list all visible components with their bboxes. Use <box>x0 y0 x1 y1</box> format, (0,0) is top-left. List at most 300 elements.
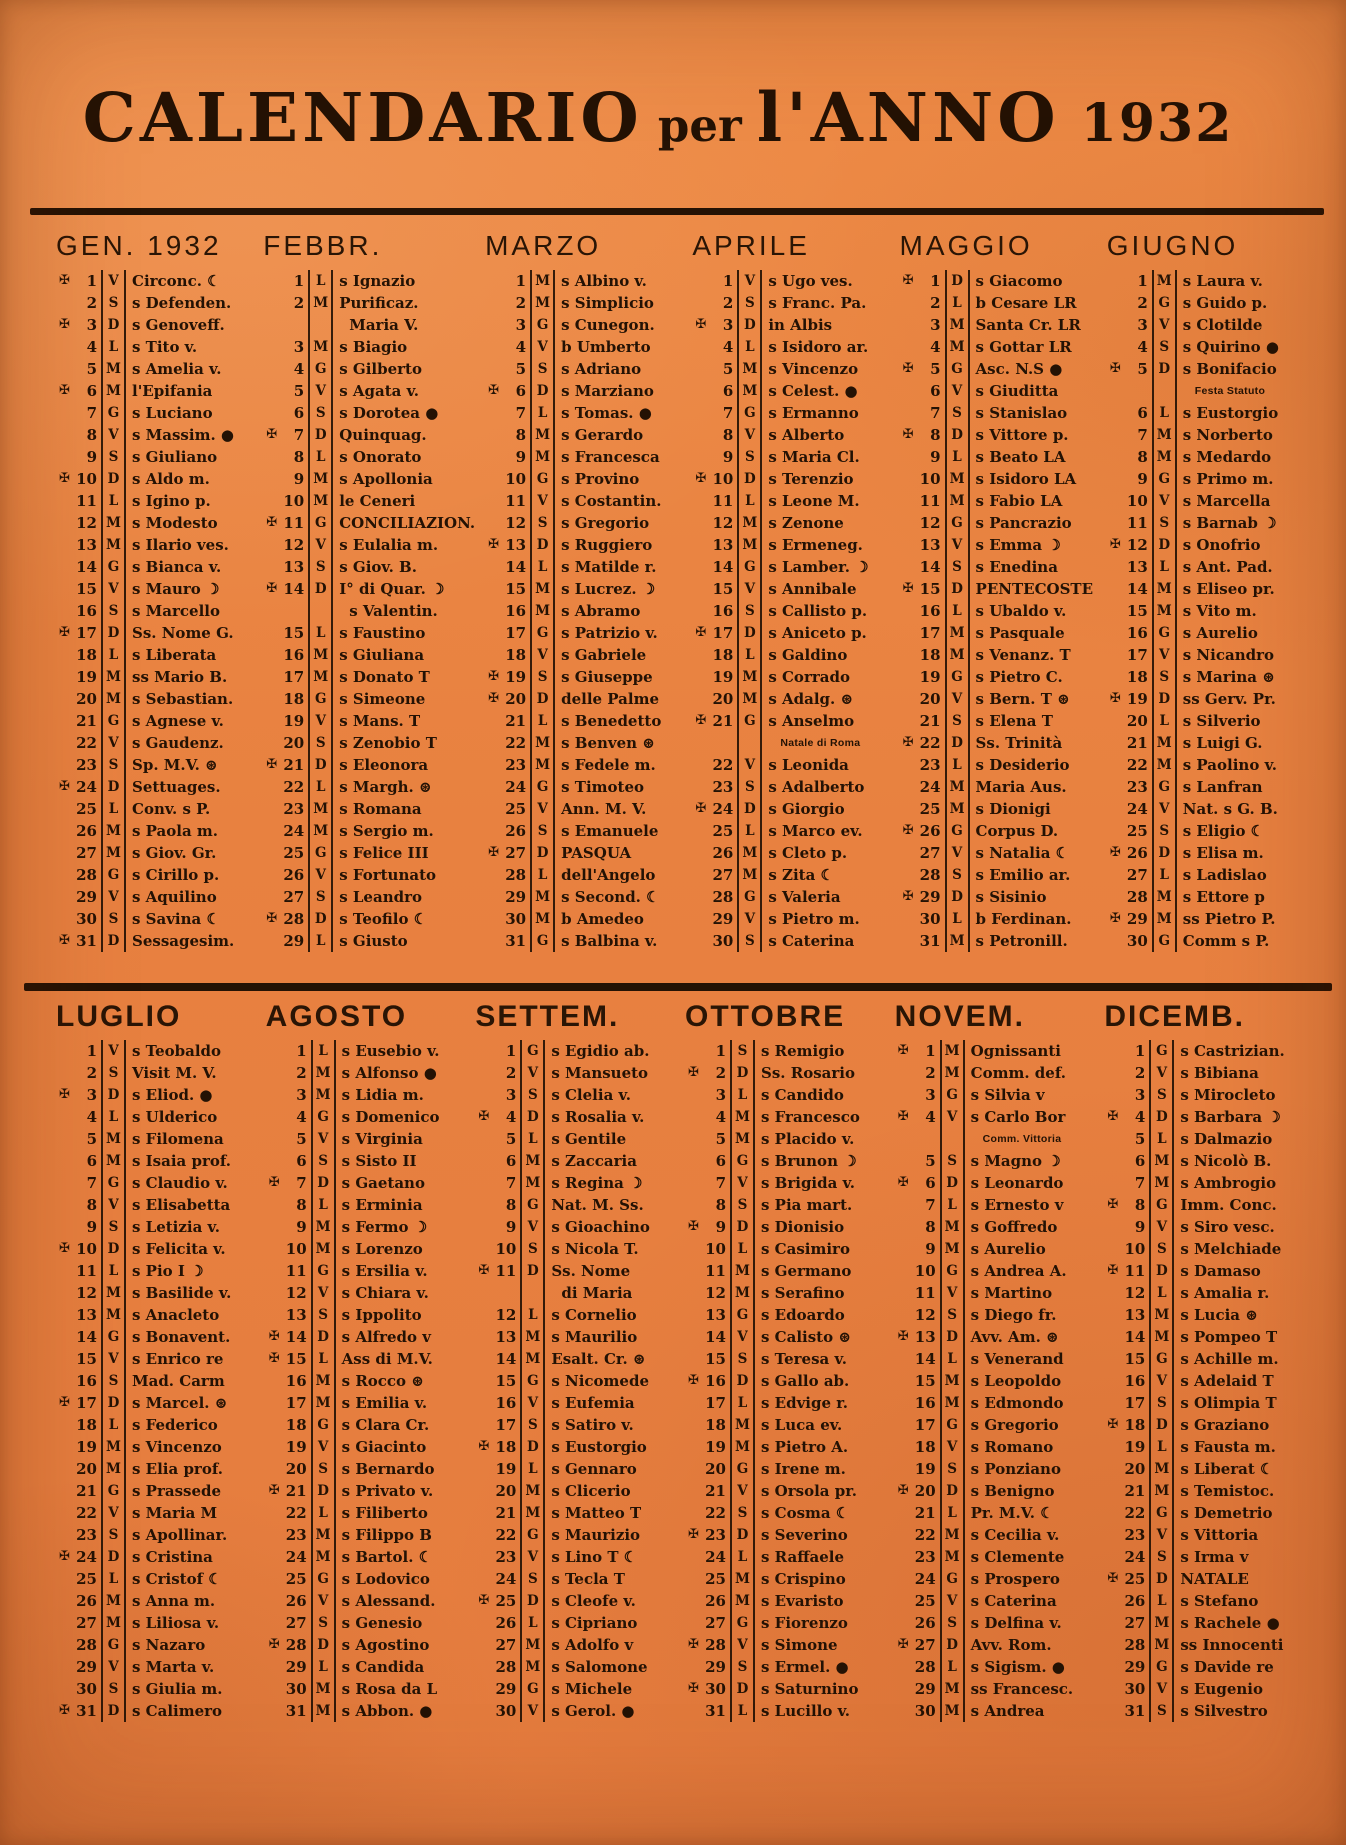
feast-subline <box>475 1282 675 1304</box>
day-number: 15 <box>1124 1350 1146 1368</box>
weekday-letter: D <box>101 1238 126 1260</box>
day-number: 25 <box>76 800 97 818</box>
day-row <box>56 292 253 314</box>
day-row <box>1104 1480 1304 1502</box>
day-number: 19 <box>495 1460 517 1478</box>
weekday-letter: L <box>101 490 126 512</box>
month-ago <box>266 1000 466 1722</box>
day-number: 14 <box>712 558 734 576</box>
day-number: 18 <box>76 1416 97 1434</box>
day-row <box>56 1370 256 1392</box>
feast-name: NATALE <box>1180 1570 1249 1588</box>
day-number: 4 <box>505 1108 517 1126</box>
feast-subline <box>1107 380 1304 402</box>
day-row <box>692 380 889 402</box>
day-number: 3 <box>505 1086 517 1104</box>
day-row <box>895 1040 1095 1062</box>
weekday-letter: D <box>737 468 762 490</box>
feast-name: s Marta v. <box>132 1658 215 1676</box>
day-row <box>485 336 682 358</box>
weekday-letter: M <box>737 512 762 534</box>
feast-name: ss Pietro P. <box>1182 910 1276 928</box>
day-number: 2 <box>293 294 305 312</box>
weekday-letter: L <box>730 1546 755 1568</box>
day-row <box>485 798 682 820</box>
feast-name: s Maria M <box>132 1504 218 1522</box>
feast-name: s Teresa v. <box>761 1350 847 1368</box>
weekday-letter: S <box>940 1150 965 1172</box>
day-number: 23 <box>283 800 305 818</box>
weekday-letter: D <box>730 1370 755 1392</box>
feast-name: s Ettore p <box>1182 888 1265 906</box>
day-row <box>485 556 682 578</box>
day-number: 17 <box>285 1394 307 1412</box>
feast-cross-icon: ✠ <box>59 1703 70 1718</box>
weekday-letter: L <box>308 446 333 468</box>
weekday-letter: L <box>101 1568 126 1590</box>
feast-name: s Lanfran <box>1182 778 1263 796</box>
weekday-letter: M <box>737 666 762 688</box>
day-row <box>685 1568 885 1590</box>
weekday-letter: S <box>1152 666 1177 688</box>
feast-name: s Silverio <box>1182 712 1261 730</box>
day-row <box>263 446 475 468</box>
weekday-letter: D <box>730 1678 755 1700</box>
weekday-letter: S <box>945 864 970 886</box>
day-row <box>475 1260 675 1282</box>
weekday-letter: G <box>101 556 126 578</box>
weekday-letter: G <box>311 1414 336 1436</box>
day-number: 28 <box>919 866 941 884</box>
day-number: 24 <box>76 1548 97 1566</box>
feast-name: s Ignazio <box>339 272 416 290</box>
feast-name: s Liberata <box>132 646 217 664</box>
day-number: 7 <box>930 404 941 422</box>
feast-name: s Damaso <box>1180 1262 1261 1280</box>
day-row <box>56 556 253 578</box>
feast-name: s Caterina <box>970 1592 1057 1610</box>
day-number: 9 <box>505 1218 517 1236</box>
day-row <box>895 1238 1095 1260</box>
day-number: 6 <box>296 1152 307 1170</box>
weekday-letter: L <box>101 798 126 820</box>
feast-name: Pr. M.V. ☾ <box>970 1504 1054 1522</box>
day-row <box>895 1458 1095 1480</box>
feast-name: s Leonida <box>768 756 849 774</box>
weekday-letter: V <box>940 1436 965 1458</box>
feast-name: s Michele <box>551 1680 633 1698</box>
weekday-letter: M <box>945 930 970 952</box>
weekday-letter: M <box>737 688 762 710</box>
weekday-letter: S <box>737 600 762 622</box>
weekday-letter: D <box>101 1700 126 1722</box>
day-row <box>56 1194 256 1216</box>
day-row <box>685 1282 885 1304</box>
feast-name: s Aurelio <box>1182 624 1258 642</box>
feast-cross-icon: ✠ <box>59 1549 70 1564</box>
feast-name: s Enrico re <box>132 1350 224 1368</box>
month-header-giu: GIUGNO <box>1106 230 1239 261</box>
day-number: 11 <box>712 492 734 510</box>
day-row <box>900 534 1097 556</box>
feast-name: s Stanislao <box>975 404 1068 422</box>
day-number: 1 <box>1134 1042 1146 1060</box>
weekday-letter: D <box>1149 1260 1174 1282</box>
day-row <box>263 710 475 732</box>
day-number: 9 <box>1137 470 1148 488</box>
day-number: 14 <box>705 1328 726 1346</box>
day-row <box>56 336 253 358</box>
day-number: 1 <box>296 1042 307 1060</box>
day-number: 2 <box>722 294 734 312</box>
day-number: 22 <box>919 734 941 752</box>
day-number: 7 <box>293 426 305 444</box>
day-row <box>56 490 253 512</box>
day-row <box>56 820 253 842</box>
day-number: 28 <box>505 866 527 884</box>
weekday-letter <box>1152 380 1177 402</box>
day-number: 12 <box>76 514 97 532</box>
feast-cross-icon: ✠ <box>268 1175 280 1190</box>
feast-name: s Savina ☾ <box>132 910 220 928</box>
weekday-letter: G <box>730 1458 755 1480</box>
day-number: 29 <box>76 1658 97 1676</box>
month-gen <box>56 230 253 952</box>
day-row <box>485 424 682 446</box>
weekday-letter: M <box>311 1370 336 1392</box>
day-row <box>895 1568 1095 1590</box>
day-number: 21 <box>712 712 734 730</box>
day-number: 16 <box>505 602 527 620</box>
day-number: 10 <box>76 1240 97 1258</box>
weekday-letter: S <box>101 1524 126 1546</box>
feast-name: s Adalg. ⊛ <box>768 690 854 708</box>
day-row <box>1104 1414 1304 1436</box>
day-row <box>685 1502 885 1524</box>
feast-name: s Dionisio <box>761 1218 845 1236</box>
weekday-letter: M <box>945 776 970 798</box>
weekday-letter: M <box>311 1700 336 1722</box>
day-row <box>266 1524 466 1546</box>
weekday-letter: V <box>520 1062 545 1084</box>
weekday-letter: M <box>1152 578 1177 600</box>
feast-name: s Enedina <box>975 558 1058 576</box>
day-row <box>685 1436 885 1458</box>
day-row <box>895 1062 1095 1084</box>
day-number: 2 <box>925 1064 936 1082</box>
day-number: 3 <box>722 316 734 334</box>
weekday-letter: L <box>737 644 762 666</box>
weekday-letter: G <box>308 512 333 534</box>
title-word-per: per <box>657 99 742 152</box>
day-number: 14 <box>76 558 97 576</box>
feast-name: s Onofrio <box>1182 536 1261 554</box>
feast-name: s Fabio LA <box>975 492 1063 510</box>
day-number: 15 <box>914 1372 936 1390</box>
feast-cross-icon: ✠ <box>59 1395 70 1410</box>
feast-name: s Placido v. <box>761 1130 855 1148</box>
feast-name: s Ant. Pad. <box>1182 558 1273 576</box>
weekday-letter: S <box>1152 820 1177 842</box>
feast-name: b Cesare LR <box>975 294 1077 312</box>
feast-name: s Maurizio <box>551 1526 641 1544</box>
feast-name: s Clotilde <box>1182 316 1263 334</box>
day-row <box>485 380 682 402</box>
weekday-letter: G <box>101 710 126 732</box>
day-row <box>692 358 889 380</box>
feast-name: s Rosa da L <box>341 1680 438 1698</box>
day-row <box>266 1480 466 1502</box>
feast-cross-icon: ✠ <box>695 625 707 640</box>
feast-name: s Ermeneg. <box>768 536 863 554</box>
weekday-letter: M <box>1149 1458 1174 1480</box>
weekday-letter: D <box>311 1634 336 1656</box>
day-number: 22 <box>1124 1504 1146 1522</box>
feast-cross-icon: ✠ <box>59 273 70 288</box>
weekday-letter: L <box>940 1656 965 1678</box>
feast-cross-icon: ✠ <box>897 1637 909 1652</box>
weekday-letter: D <box>308 424 333 446</box>
day-number: 25 <box>712 822 734 840</box>
day-row <box>475 1326 675 1348</box>
feast-cross-icon: ✠ <box>695 801 707 816</box>
feast-name: s Vincenzo <box>132 1438 222 1456</box>
weekday-letter: M <box>1149 1326 1174 1348</box>
weekday-letter: M <box>945 798 970 820</box>
weekday-letter: L <box>737 336 762 358</box>
weekday-letter: V <box>730 1634 755 1656</box>
day-row <box>263 776 475 798</box>
feast-name: s Marina ⊛ <box>1182 668 1275 686</box>
day-row <box>685 1634 885 1656</box>
day-number: 11 <box>283 514 305 532</box>
day-number: 27 <box>914 1636 936 1654</box>
feast-name: s Timoteo <box>561 778 644 796</box>
weekday-letter: L <box>1149 1282 1174 1304</box>
day-number: 14 <box>1124 1328 1146 1346</box>
feast-name: s Ubaldo v. <box>975 602 1067 620</box>
weekday-letter: V <box>1149 1524 1174 1546</box>
day-row <box>475 1436 675 1458</box>
feast-cross-icon: ✠ <box>1109 911 1121 926</box>
day-row <box>1104 1150 1304 1172</box>
weekday-letter: G <box>311 1260 336 1282</box>
weekday-letter: G <box>945 666 970 688</box>
weekday-letter: G <box>101 1634 126 1656</box>
weekday-letter: G <box>1149 1040 1174 1062</box>
feast-name: s Alessand. <box>341 1592 436 1610</box>
day-row <box>56 1502 256 1524</box>
weekday-letter: V <box>101 1348 126 1370</box>
day-row <box>895 1260 1095 1282</box>
feast-name: s Vittore p. <box>975 426 1069 444</box>
day-row <box>692 930 889 952</box>
day-row <box>1104 1084 1304 1106</box>
feast-name: s Giulia m. <box>132 1680 223 1698</box>
weekday-letter: L <box>311 1194 336 1216</box>
feast-name: s Maria Cl. <box>768 448 860 466</box>
day-number: 28 <box>285 1636 307 1654</box>
day-number: 6 <box>722 382 734 400</box>
second-half-section <box>56 1000 1304 1722</box>
weekday-letter: G <box>945 512 970 534</box>
day-row <box>895 1348 1095 1370</box>
day-number: 27 <box>712 866 734 884</box>
feast-name: s Casimiro <box>761 1240 850 1258</box>
day-row <box>1107 468 1304 490</box>
feast-name: s Graziano <box>1180 1416 1270 1434</box>
day-number: 31 <box>76 1702 97 1720</box>
weekday-letter: V <box>737 424 762 446</box>
weekday-letter: M <box>1152 732 1177 754</box>
day-number: 28 <box>712 888 734 906</box>
day-number: 3 <box>925 1086 936 1104</box>
weekday-letter: S <box>737 776 762 798</box>
day-number: 21 <box>705 1482 726 1500</box>
weekday-letter: G <box>1152 468 1177 490</box>
day-number: 16 <box>76 1372 97 1390</box>
weekday-letter: D <box>940 1326 965 1348</box>
day-row <box>1104 1392 1304 1414</box>
feast-cross-icon: ✠ <box>902 889 914 904</box>
day-number: 7 <box>1137 426 1148 444</box>
weekday-letter: V <box>945 534 970 556</box>
day-number: 13 <box>285 1306 307 1324</box>
weekday-letter: M <box>530 908 555 930</box>
weekday-letter: S <box>311 1612 336 1634</box>
weekday-letter: G <box>1149 1348 1174 1370</box>
day-number: 3 <box>86 1086 97 1104</box>
feast-name: s Gentile <box>551 1130 627 1148</box>
day-row <box>1104 1436 1304 1458</box>
feast-name: Ss. Nome G. <box>132 624 234 642</box>
feast-name: s Eligio ☾ <box>1182 822 1265 840</box>
weekday-letter: G <box>101 402 126 424</box>
day-row <box>56 732 253 754</box>
day-number: 20 <box>712 690 734 708</box>
day-number: 27 <box>283 888 305 906</box>
day-row <box>266 1348 466 1370</box>
day-number: 1 <box>925 1042 936 1060</box>
day-number: 22 <box>712 756 734 774</box>
feast-cross-icon: ✠ <box>688 1373 699 1388</box>
day-row <box>475 1458 675 1480</box>
day-row <box>900 424 1097 446</box>
feast-name: s Bonavent. <box>132 1328 231 1346</box>
feast-name: s Pasquale <box>975 624 1065 642</box>
weekday-letter: L <box>737 820 762 842</box>
day-row <box>263 512 475 534</box>
feast-name: s Eliod. ● <box>132 1086 213 1104</box>
feast-name: s Liliosa v. <box>132 1614 220 1632</box>
feast-name: s Carlo Bor <box>970 1108 1066 1126</box>
day-row <box>1104 1216 1304 1238</box>
day-number: 3 <box>1134 1086 1146 1104</box>
day-number: 5 <box>1134 1130 1146 1148</box>
day-number: 29 <box>1124 1658 1146 1676</box>
day-number: 1 <box>86 1042 97 1060</box>
day-number: 4 <box>722 338 734 356</box>
day-row <box>475 1502 675 1524</box>
feast-name: s Clara Cr. <box>341 1416 430 1434</box>
day-number: 26 <box>919 822 941 840</box>
feast-cross-icon: ✠ <box>688 1681 699 1696</box>
day-number: 27 <box>505 844 527 862</box>
feast-name: s Aniceto p. <box>768 624 867 642</box>
weekday-letter: M <box>940 1062 965 1084</box>
day-number: 18 <box>76 646 97 664</box>
feast-name: s Giov. Gr. <box>132 844 217 862</box>
day-row <box>692 666 889 688</box>
feast-name: s Lucia ⊛ <box>1180 1306 1258 1324</box>
feast-name: s Pompeo T <box>1180 1328 1278 1346</box>
day-number: 27 <box>919 844 941 862</box>
day-row <box>895 1150 1095 1172</box>
day-row <box>895 1612 1095 1634</box>
feast-name: s Anacleto <box>132 1306 220 1324</box>
weekday-letter: G <box>101 1172 126 1194</box>
day-row <box>685 1524 885 1546</box>
day-row <box>1107 754 1304 776</box>
feast-name: s Temistoc. <box>1180 1482 1275 1500</box>
title-year: 1932 <box>1080 93 1234 154</box>
day-row <box>692 534 889 556</box>
day-row <box>1107 776 1304 798</box>
feast-name: s Liberat ☾ <box>1180 1460 1274 1478</box>
day-number: 16 <box>495 1394 517 1412</box>
feast-name: s Serafino <box>761 1284 845 1302</box>
feast-name: s Giuliana <box>339 646 425 664</box>
month-giu <box>1107 230 1304 952</box>
weekday-letter: M <box>730 1260 755 1282</box>
day-row <box>266 1590 466 1612</box>
day-number: 6 <box>715 1152 726 1170</box>
weekday-letter: M <box>737 358 762 380</box>
weekday-letter: S <box>730 1348 755 1370</box>
day-row <box>900 754 1097 776</box>
feast-name: s Defenden. <box>132 294 232 312</box>
weekday-letter: G <box>311 1106 336 1128</box>
feast-name: Visit M. V. <box>132 1064 217 1082</box>
day-number: 2 <box>86 294 97 312</box>
feast-name: s Giacomo <box>975 272 1063 290</box>
day-row <box>895 1502 1095 1524</box>
weekday-letter: L <box>945 292 970 314</box>
feast-cross-icon: ✠ <box>902 823 914 838</box>
feast-name: s Pietro A. <box>761 1438 849 1456</box>
day-number: 2 <box>296 1064 307 1082</box>
day-number: 6 <box>1134 1152 1146 1170</box>
weekday-letter: S <box>940 1304 965 1326</box>
weekday-letter: G <box>737 402 762 424</box>
weekday-letter: M <box>1152 270 1177 292</box>
day-row <box>1107 842 1304 864</box>
day-number: 2 <box>1137 294 1148 312</box>
day-number: 17 <box>76 624 97 642</box>
day-number: 14 <box>495 1350 517 1368</box>
day-row <box>692 798 889 820</box>
feast-name: s Giov. B. <box>339 558 417 576</box>
day-number: 11 <box>919 492 941 510</box>
feast-name: s Magno ☽ <box>970 1152 1061 1170</box>
feast-name: s Lidia m. <box>341 1086 424 1104</box>
feast-name: s Benedetto <box>561 712 662 730</box>
day-row <box>485 776 682 798</box>
day-row <box>56 1062 256 1084</box>
day-row <box>1104 1040 1304 1062</box>
feast-name: s Bianca v. <box>132 558 222 576</box>
day-number: 24 <box>76 778 97 796</box>
